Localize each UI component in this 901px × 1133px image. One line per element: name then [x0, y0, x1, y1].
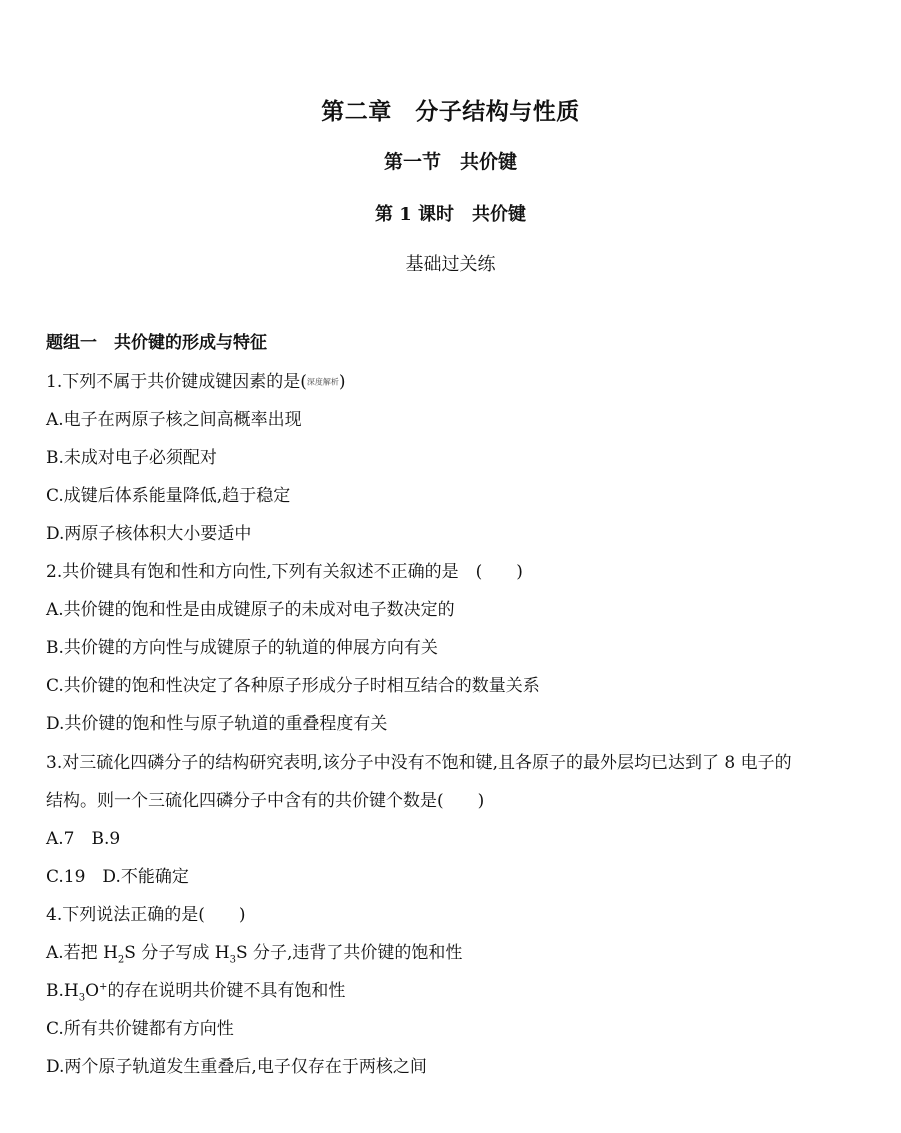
question-1-option-a: A.电子在两原子核之间高概率出现: [46, 410, 302, 430]
analysis-tag: 深度解析: [306, 377, 339, 387]
group-heading: 题组一 共价键的形成与特征: [46, 333, 267, 353]
chapter-title: 第二章 分子结构与性质: [321, 98, 580, 125]
question-1-option-b: B.未成对电子必须配对: [46, 448, 217, 468]
question-3-options-cd: C.19 D.不能确定: [46, 867, 189, 887]
option-a-part-1: A.若把 H: [46, 943, 118, 963]
question-2-option-b: B.共价键的方向性与成键原子的轨道的伸展方向有关: [46, 638, 438, 658]
question-1-close: ): [338, 372, 346, 392]
question-1-option-d: D.两原子核体积大小要适中: [46, 524, 252, 544]
option-b-part-2: O: [85, 981, 100, 1001]
lesson-title: 第 1 课时 共价键: [374, 204, 527, 225]
question-3-stem-line-2: 结构。则一个三硫化四磷分子中含有的共价键个数是( ): [46, 791, 485, 811]
question-3-options-ab: A.7 B.9: [46, 829, 121, 849]
question-2-option-c: C.共价键的饱和性决定了各种原子形成分子时相互结合的数量关系: [46, 676, 540, 696]
section-title: 第一节 共价键: [383, 151, 517, 173]
question-4-option-a: [46, 942, 462, 964]
practice-title: 基础过关练: [405, 254, 496, 275]
question-1-stem: [46, 371, 346, 394]
question-4-option-d: D.两个原子轨道发生重叠后,电子仅存在于两核之间: [46, 1057, 427, 1077]
superscript: +: [99, 981, 108, 993]
option-b-part-1: B.H: [46, 981, 79, 1001]
subscript: 3: [78, 992, 86, 1004]
option-a-part-3: S 分子,违背了共价键的饱和性: [235, 943, 463, 963]
subscript: 2: [117, 954, 125, 966]
question-2-option-d: D.共价键的饱和性与原子轨道的重叠程度有关: [46, 714, 388, 734]
option-a-part-2: S 分子写成 H: [124, 943, 230, 963]
subscript: 3: [229, 954, 236, 966]
question-2-option-a: A.共价键的饱和性是由成键原子的未成对电子数决定的: [46, 600, 455, 620]
question-4-option-b: [46, 980, 345, 1002]
question-1-option-c: C.成键后体系能量降低,趋于稳定: [46, 486, 291, 506]
question-1-text: 1.下列不属于共价键成键因素的是(: [46, 372, 307, 392]
question-4-option-c: C.所有共价键都有方向性: [46, 1019, 234, 1039]
question-2-stem: 2.共价键具有饱和性和方向性,下列有关叙述不正确的是 ( ): [46, 562, 523, 582]
question-4-stem: 4.下列说法正确的是( ): [46, 905, 246, 925]
question-3-stem-line-1: 3.对三硫化四磷分子的结构研究表明,该分子中没有不饱和键,且各原子的最外层均已达到了 8 电子的: [46, 753, 792, 773]
option-b-part-3: 的存在说明共价键不具有饱和性: [107, 981, 346, 1001]
